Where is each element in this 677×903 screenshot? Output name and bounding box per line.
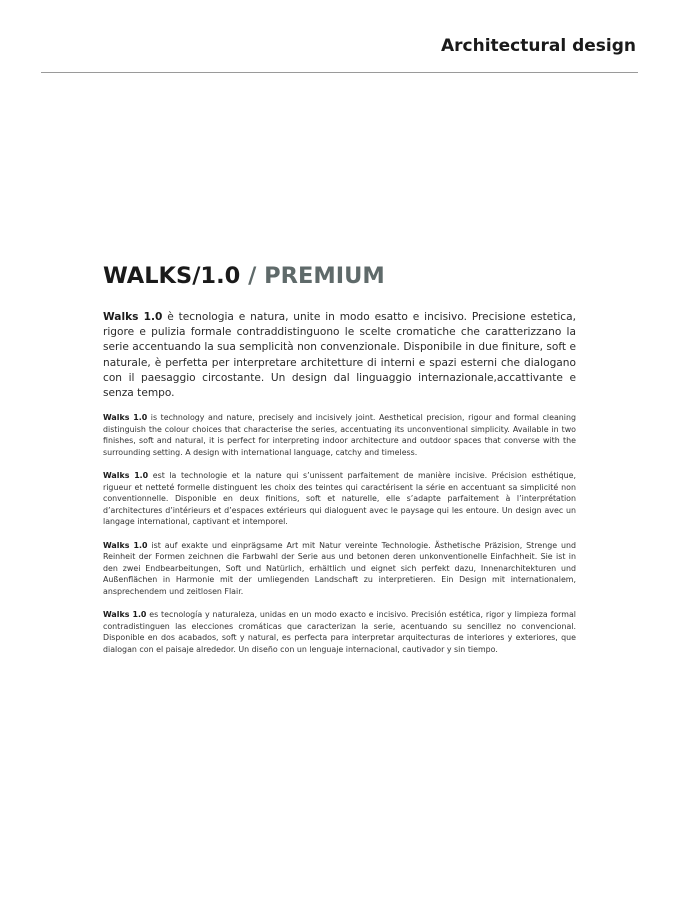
description-es: [103, 609, 576, 655]
description-lead: Walks 1.0: [103, 540, 148, 550]
description-text: ist auf exakte und einprägsame Art mit Natur vereinte Technologie. Ästhetische Präzision, Strenge und Reinheit der Formen zeichnen die Farbwahl der Serie aus und betonen deren unkonventionelle Einfachheit. Sie ist in den zwei Endbearbeitungen, Soft und Natürlich, erhältlich und eignet sich perfekt dazu, Innenarchitekturen und Außenflächen in Harmonie mit der umliegenden Landschaft zu interpretieren. Ein Design mit internationalem, ansprechendem und zeitlosen Flair.: [103, 540, 577, 596]
description-de: [103, 540, 576, 598]
description-lead: Walks 1.0: [103, 311, 163, 323]
description-fr: [103, 470, 576, 528]
product-name: WALKS/1.0: [103, 263, 241, 289]
description-text: is technology and nature, precisely and incisively joint. Aesthetical precision, rigour and formal cleaning distinguish the colour choices that characterise the series, accentuating its unconventional simplicity. Available in two finishes, soft and natural, it is perfect for interpreting indoor architecture and outdoor spaces that converse with the surrounding setting. A design with international language, catchy and timeless.: [103, 413, 576, 457]
header-divider: [41, 72, 638, 73]
description-en: [103, 412, 576, 458]
description-lead: Walks 1.0: [103, 471, 149, 481]
description-lead: Walks 1.0: [103, 413, 148, 423]
description-text: è tecnologia e natura, unite in modo esatto e incisivo. Precisione estetica, rigore e pulizia formale contraddistinguono le scelte cromatiche che caratterizzano la serie accentuando la sua semplicità non convenzionale. Disponibile in due finiture, soft e naturale, è perfetta per interpretare architetture di interni e spazi esterni che dialogano con il paesaggio circostante. Un design dal linguaggio internazionale,accattivante e senza tempo.: [103, 311, 576, 400]
description-text: es tecnología y naturaleza, unidas en un modo exacto e incisivo. Precisión estética, rigor y limpieza formal contradistinguen las elecciones cromáticas que caracterizan la serie, acentuando su sencillez no convencional. Disponible en dos acabados, soft y natural, es perfecta para interpretar arquitecturas de interiores y exteriores, que dialogan con el paisaje alrededor. Un diseño con un lenguaje internacional, cautivador y sin tiempo.: [103, 610, 576, 654]
main-content: [103, 262, 576, 667]
description-lead: Walks 1.0: [103, 610, 147, 620]
description-it: [103, 310, 576, 401]
description-text: est la technologie et la nature qui s’unissent parfaitement de manière incisive. Précision esthétique, rigueur et netteté formelle distinguent les choix des teintes qui caractérisent la série en accentuant sa simplicité non conventionnelle. Disponible en deux finitions, soft et naturelle, elle s’adapte parfaitement à l’interprétation d’architectures d’intérieurs et d’espaces extérieurs qui dialoguent avec le paysage qui les entoure. Un design avec un langage international, captivant et intemporel.: [103, 471, 577, 527]
page-header-title: Architectural design: [440, 36, 636, 56]
product-suffix: / PREMIUM: [240, 263, 385, 289]
product-title: [103, 262, 576, 290]
